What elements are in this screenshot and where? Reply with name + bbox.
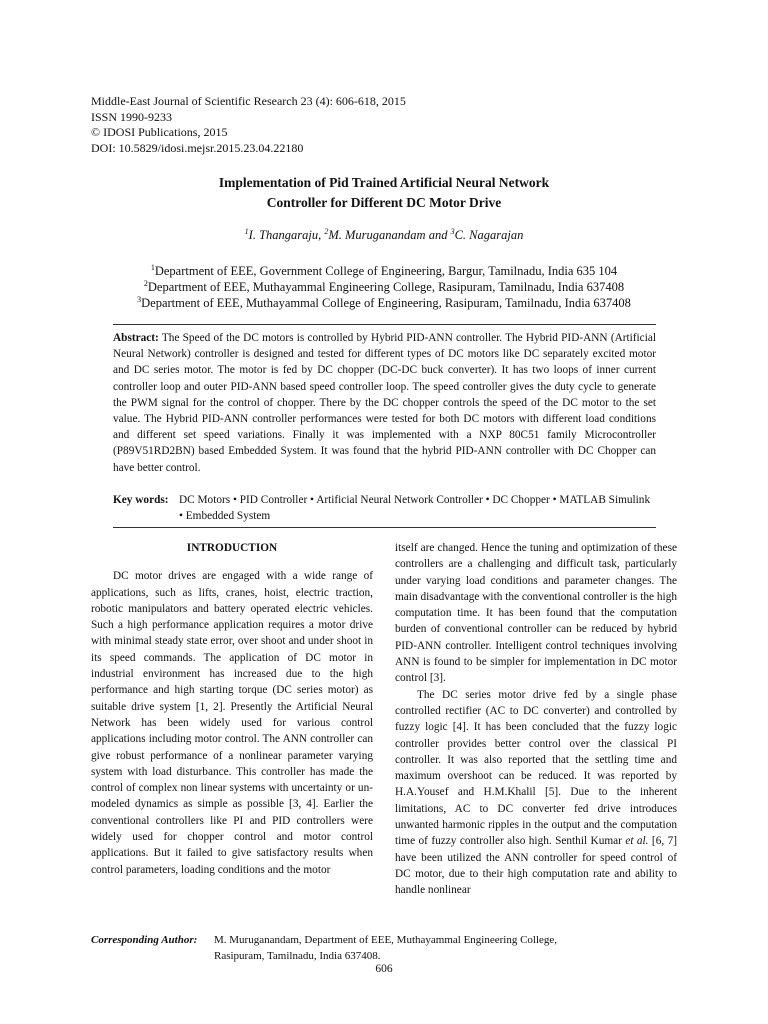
abstract-text: The Speed of the DC motors is controlled by Hybrid PID-ANN controller. The Hybrid PID-ANN (Artificial Neural Network) controller is designed and tested for different types of DC motors like DC separately excited motor and DC series motor. The motor is fed by DC chopper (DC-DC buck converter). It has two loops of inner current controller loop and outer PID-ANN based speed controller loop. The speed controller gives the duty cycle to generate the PWM signal for the control of chopper. There by the DC chopper controls the speed of the DC motor to the set value. The Hybrid PID-ANN controller performances were tested for both DC motors with different load conditions and different set speed variations. Finally it was implemented with a NXP 80C51 family Microcontroller (P89V51RD2BN) based Embedded System. It was found that the hybrid PID-ANN controller with DC Chopper can have better control. <box>113 332 656 474</box>
title-line-2: Controller for Different DC Motor Drive <box>266 195 502 210</box>
intro-paragraph-2-a: The DC series motor drive fed by a single phase controlled rectifier (AC to DC converter) and controlled by fuzzy logic [4]. It has been concluded that the fuzzy logic controller provides better control over the classical PI controller. It was also reported that the settling time and maximum overshoot can be reduced. It was reported by H.A.Yousef and H.M.Khalil [5]. Due to the inherent limitations, AC to DC converter fed drive introduces unwanted harmonic ripples in the output and the computation time of fuzzy controller also high. Senthil Kumar <box>395 688 677 848</box>
author-3: C. Nagarajan <box>454 228 524 242</box>
affiliation-1-text: Department of EEE, Government College of Engineering, Bargur, Tamilnadu, India 635 104 <box>154 264 618 278</box>
affiliation-2-sup: 2 <box>143 278 148 288</box>
corresponding-author-label: Corresponding Author: <box>91 934 198 946</box>
journal-citation: Middle-East Journal of Scientific Research 23 (4): 606-618, 2015 <box>91 94 406 108</box>
author-1: I. Thangaraju, <box>248 228 325 242</box>
affiliation-1-sup: 1 <box>150 262 155 272</box>
affiliation-1 <box>0 263 768 279</box>
affiliation-3-sup: 3 <box>137 294 142 304</box>
affiliation-2-text: Department of EEE, Muthayammal Engineering College, Rasipuram, Tamilnadu, India 637408 <box>147 280 625 294</box>
paper-title <box>0 173 768 213</box>
issn: ISSN 1990-9233 <box>91 109 173 124</box>
page-number: 606 <box>375 963 393 975</box>
body-column-left <box>91 540 373 878</box>
title-line-1: Implementation of Pid Trained Artificial Neural Network <box>218 175 550 190</box>
corresponding-author-line-2: Rasipuram, Tamilnadu, India 637408. <box>214 950 381 962</box>
body-column-right <box>395 540 677 899</box>
publisher: © IDOSI Publications, 2015 <box>91 125 228 139</box>
author-2: M. Muruganandam and <box>328 228 451 242</box>
corresponding-author-details <box>214 932 674 964</box>
intro-paragraph-1: DC motor drives are engaged with a wide range of applications, such as lifts, cranes, hoist, electric traction, robotic manipulators and battery operated electric vehicles. Such a high performance application requires a motor drive with minimal steady state error, over shoot and under shoot in its speed commands. The application of DC motor in industrial environment has increased due to the high performance and high starting torque (DC series motor) as suitable drive system [1, 2]. Presently the Artificial Neural Network has been widely used for various control applications including motor control. The ANN controller can give robust performance of a nonlinear parameter varying system with load disturbance. This controller has made the control of complex non linear systems with uncertainty or un-modeled dynamics as simple as possible [3, 4]. Earlier the conventional controllers like PI and PID controllers were widely used for chopper control and motor control applications. But it failed to give satisfactory results when control parameters, loading conditions and the motor <box>91 570 373 876</box>
affiliations <box>0 263 768 311</box>
intro-paragraph-2-b: [6, 7] have been utilized the ANN controller for speed control of DC motor, due to their high computation rate and ability to handle nonlinear <box>395 835 677 897</box>
intro-paragraph-2 <box>395 687 677 899</box>
intro-paragraph-1-cont: itself are changed. Hence the tuning and optimization of these controllers are a challenging and difficult task, particularly under varying load conditions and parameter changes. The main disadvantage with the conventional controller is the high computation time. It has been found that the computation burden of conventional controller can be reduced by hybrid PID-ANN controller. Intelligent control techniques involving ANN is found to be simpler for implementation in DC motor control [3]. <box>395 542 677 685</box>
doi: DOI: 10.5829/idosi.mejsr.2015.23.04.22180 <box>91 140 304 155</box>
keywords-label: Key words: <box>113 494 169 506</box>
author-1-sup: 1 <box>244 226 249 236</box>
author-2-sup: 2 <box>324 226 329 236</box>
author-list <box>0 228 768 243</box>
affiliation-3 <box>0 295 768 311</box>
abstract-label: Abstract: <box>113 332 159 344</box>
author-3-sup: 3 <box>450 226 455 236</box>
section-heading-introduction: INTRODUCTION <box>186 542 278 554</box>
abstract-top-rule <box>113 324 656 325</box>
abstract <box>113 330 656 476</box>
keywords-bottom-rule <box>113 527 656 528</box>
intro-paragraph-2-em: et al. <box>625 835 649 848</box>
keywords-text: DC Motors • PID Controller • Artificial Neural Network Controller • DC Chopper • MATLAB Simulink • Embedded System <box>179 494 651 522</box>
corresponding-author-line-1: M. Muruganandam, Department of EEE, Muthayammal Engineering College, <box>214 934 558 946</box>
publication-info <box>91 94 406 156</box>
affiliation-2 <box>0 279 768 295</box>
affiliation-3-text: Department of EEE, Muthayammal College of Engineering, Rasipuram, Tamilnadu, India 637408 <box>141 296 631 310</box>
